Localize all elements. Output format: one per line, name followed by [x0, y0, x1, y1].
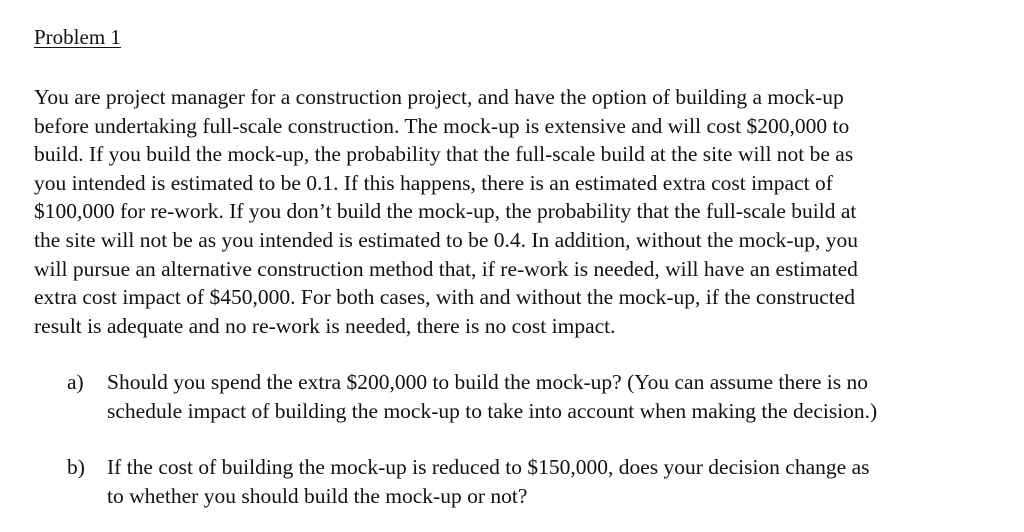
statement-line: you intended is estimated to be 0.1. If this happens, there is an estimated extra cost impact of: [34, 170, 833, 195]
problem-statement: [34, 83, 996, 340]
statement-line: will pursue an alternative construction method that, if re-work is needed, will have an estimated: [34, 256, 858, 281]
problem-title: Problem 1: [34, 25, 121, 49]
statement-line: extra cost impact of $450,000. For both cases, with and without the mock-up, if the constructed: [34, 285, 855, 310]
question-line: to whether you should build the mock-up or not?: [107, 483, 528, 508]
question-line: schedule impact of building the mock-up to take into account when making the decision.): [107, 398, 878, 423]
question-b-text: [107, 453, 1007, 510]
statement-line: You are project manager for a construction project, and have the option of building a mock-up: [34, 85, 844, 109]
statement-line: result is adequate and no re-work is needed, there is no cost impact.: [34, 313, 616, 338]
statement-line: build. If you build the mock-up, the probability that the full-scale build at the site will not be as: [34, 142, 854, 167]
question-line: Should you spend the extra $200,000 to build the mock-up? (You can assume there is no: [107, 370, 868, 394]
statement-line: $100,000 for re-work. If you don’t build the mock-up, the probability that the full-scale build at: [34, 199, 857, 224]
question-a-text: [107, 368, 1007, 425]
question-b-marker: b): [67, 455, 85, 479]
question-a: [67, 368, 1007, 425]
statement-line: before undertaking full-scale construction. The mock-up is extensive and will cost $200,000 to: [34, 113, 850, 138]
question-line: If the cost of building the mock-up is reduced to $150,000, does your decision change as: [107, 455, 870, 479]
question-a-marker: a): [67, 370, 84, 394]
question-b: [67, 453, 1007, 510]
statement-line: the site will not be as you intended is estimated to be 0.4. In addition, without the mock-up, you: [34, 227, 859, 252]
